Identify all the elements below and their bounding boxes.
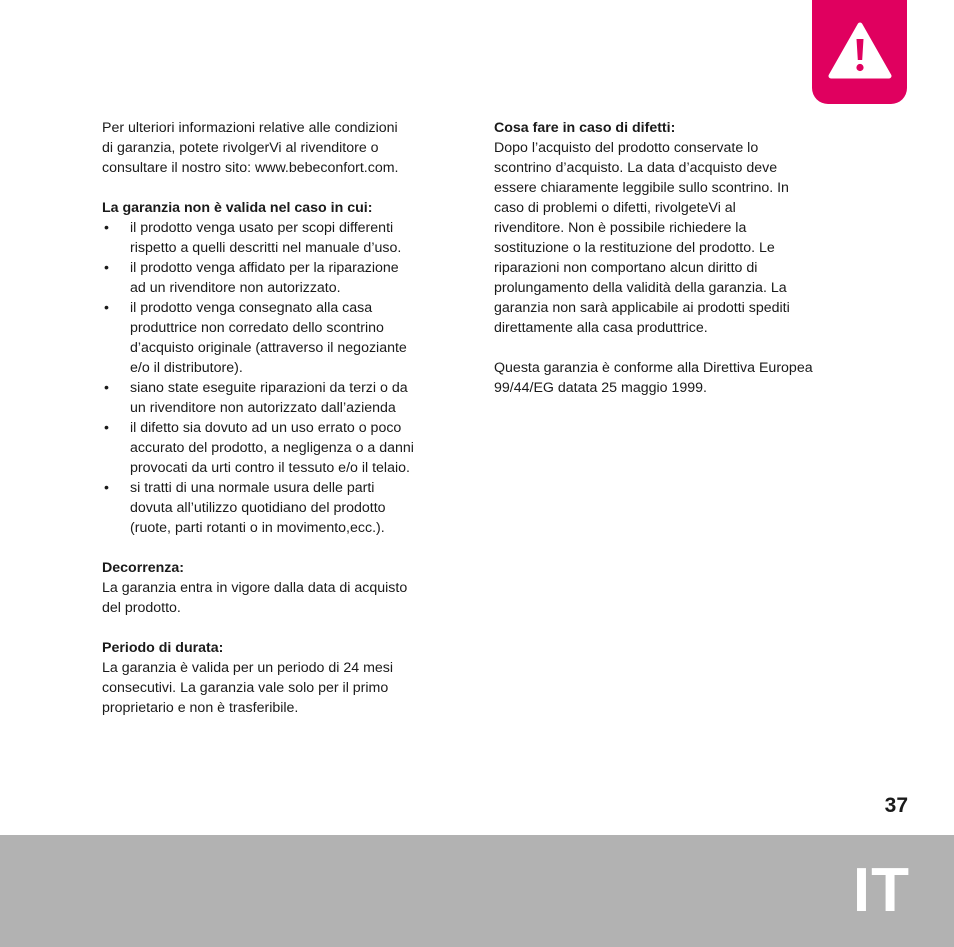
right-column xyxy=(494,118,864,398)
footer-band xyxy=(0,835,954,947)
list-item-line: il prodotto venga affidato per la riparazione xyxy=(130,260,399,276)
list-item-line: rispetto a quelli descritti nel manuale d’uso. xyxy=(130,240,402,256)
list-item-line: e/o il distributore). xyxy=(130,360,243,376)
list-item xyxy=(102,378,462,418)
list-item xyxy=(102,258,462,298)
list-item-line: il prodotto venga usato per scopi differenti xyxy=(130,220,394,236)
defects-line: prolungamento della validità della garanzia. La xyxy=(494,280,787,296)
defects-line: scontrino d’acquisto. La data d’acquisto deve xyxy=(494,160,778,176)
duration-paragraph xyxy=(102,658,462,718)
defects-line: sostituzione o la restituzione del prodotto. Le xyxy=(494,240,775,256)
directive-paragraph xyxy=(494,358,864,398)
language-code: IT xyxy=(852,856,910,925)
list-item xyxy=(102,478,462,538)
directive-line: Questa garanzia è conforme alla Direttiva Europea xyxy=(494,360,813,376)
defects-paragraph xyxy=(494,138,864,338)
list-item-line: provocati da urti contro il tessuto e/o il telaio. xyxy=(130,460,410,476)
left-column xyxy=(102,118,462,718)
defects-line: caso di problemi o difetti, rivolgeteVi al xyxy=(494,200,736,216)
bullet-icon: • xyxy=(104,480,109,496)
list-item-line: ad un rivenditore non autorizzato. xyxy=(130,280,341,296)
defects-line: riparazioni non comportano alcun diritto di xyxy=(494,260,758,276)
duration-heading: Periodo di durata: xyxy=(102,640,224,656)
bullet-icon: • xyxy=(104,220,109,236)
list-item-line: (ruote, parti rotanti o in movimento,ecc.). xyxy=(130,520,385,536)
list-item xyxy=(102,298,462,378)
warning-dot xyxy=(856,64,863,71)
directive-line: 99/44/EG datata 25 maggio 1999. xyxy=(494,380,707,396)
start-line: La garanzia entra in vigore dalla data di acquisto xyxy=(102,580,408,596)
page-number: 37 xyxy=(884,794,908,817)
list-item xyxy=(102,218,462,258)
duration-line: consecutivi. La garanzia vale solo per il primo xyxy=(102,680,389,696)
not-valid-list xyxy=(102,218,462,538)
warning-tab xyxy=(812,0,907,104)
intro-paragraph xyxy=(102,118,462,178)
intro-line: Per ulteriori informazioni relative alle condizioni xyxy=(102,120,398,136)
defects-line: Dopo l’acquisto del prodotto conservate lo xyxy=(494,140,759,156)
start-paragraph xyxy=(102,578,462,618)
bullet-icon: • xyxy=(104,420,109,436)
list-item-line: il prodotto venga consegnato alla casa xyxy=(130,300,373,316)
bullet-icon: • xyxy=(104,380,109,396)
list-item-line: dovuta all’utilizzo quotidiano del prodotto xyxy=(130,500,386,516)
defects-line: rivenditore. Non è possibile richiedere la xyxy=(494,220,747,236)
bullet-icon: • xyxy=(104,300,109,316)
list-item-line: si tratti di una normale usura delle parti xyxy=(130,480,375,496)
warning-triangle-icon xyxy=(828,22,892,80)
list-item-line: produttrice non corredato dello scontrino xyxy=(130,320,384,336)
intro-line: di garanzia, potete rivolgerVi al rivenditore o xyxy=(102,140,379,156)
defects-line: essere chiaramente leggibile sullo scontrino. In xyxy=(494,180,789,196)
defects-heading: Cosa fare in caso di difetti: xyxy=(494,120,676,136)
not-valid-heading: La garanzia non è valida nel caso in cui: xyxy=(102,200,373,216)
list-item-line: un rivenditore non autorizzato dall’azienda xyxy=(130,400,396,416)
duration-line: proprietario e non è trasferibile. xyxy=(102,700,299,716)
list-item-line: siano state eseguite riparazioni da terzi o da xyxy=(130,380,408,396)
list-item-line: il difetto sia dovuto ad un uso errato o poco xyxy=(130,420,402,436)
list-item-line: accurato del prodotto, a negligenza o a danni xyxy=(130,440,414,456)
list-item xyxy=(102,418,462,478)
bullet-icon: • xyxy=(104,260,109,276)
intro-line: consultare il nostro sito: www.bebeconfort.com. xyxy=(102,160,399,176)
list-item-line: d’acquisto originale (attraverso il negoziante xyxy=(130,340,407,356)
duration-line: La garanzia è valida per un periodo di 24 mesi xyxy=(102,660,394,676)
start-line: del prodotto. xyxy=(102,600,181,616)
defects-line: direttamente alla casa produttrice. xyxy=(494,320,708,336)
start-heading: Decorrenza: xyxy=(102,560,185,576)
defects-line: garanzia non sarà applicabile ai prodotti spediti xyxy=(494,300,790,316)
